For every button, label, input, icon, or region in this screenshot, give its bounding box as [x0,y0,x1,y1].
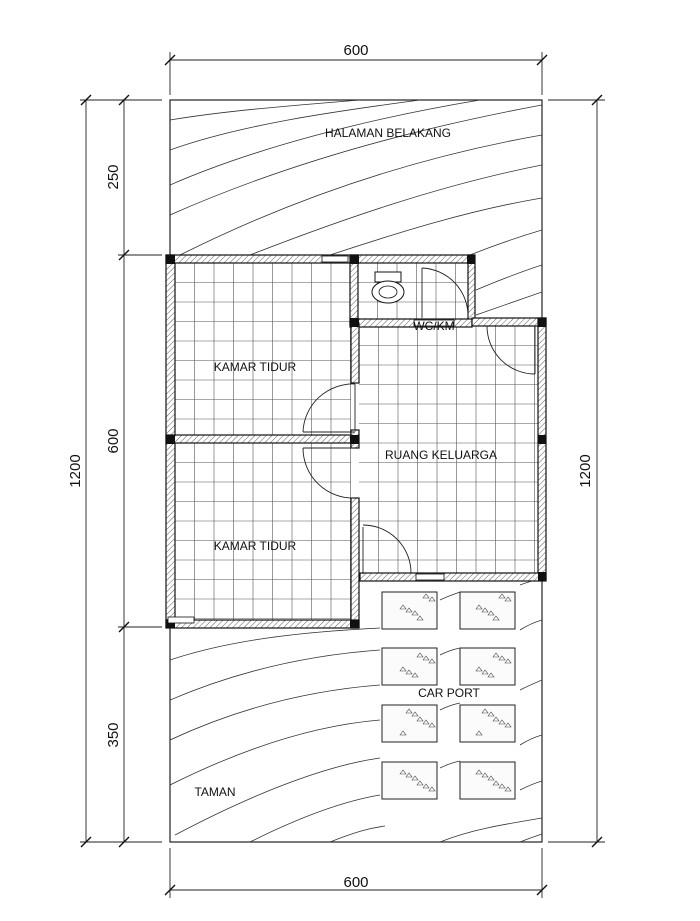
label-family-room: RUANG KELUARGA [384,448,498,462]
walls [166,255,546,628]
label-garden: TAMAN [194,785,236,799]
dim-right-total: 1200 [577,454,594,488]
dim-left-front: 350 [105,722,122,748]
dim-bottom-width: 600 [343,874,369,891]
dimension-lines [80,52,605,898]
label-bedroom-1: KAMAR TIDUR [213,360,297,374]
doors [303,268,535,574]
dim-top-width: 600 [343,42,369,59]
toilet-fixture [372,272,404,303]
dim-left-back-yard: 250 [105,164,122,190]
label-bedroom-2: KAMAR TIDUR [213,539,297,553]
dim-left-total: 1200 [67,454,84,488]
dim-left-house: 600 [105,428,122,454]
label-back-yard: HALAMAN BELAKANG [324,126,452,140]
label-car-port: CAR PORT [418,686,480,700]
label-toilet: WC/KM [413,319,455,333]
